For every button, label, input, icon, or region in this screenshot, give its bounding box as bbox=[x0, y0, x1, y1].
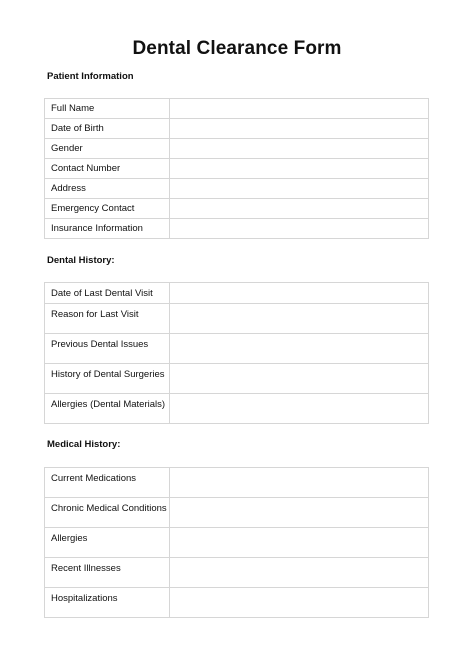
hospitalizations-field[interactable] bbox=[170, 588, 429, 618]
field-label-gender: Gender bbox=[45, 139, 170, 159]
reason-for-last-visit-field[interactable] bbox=[170, 304, 429, 334]
allergies-field[interactable] bbox=[170, 528, 429, 558]
table-row bbox=[45, 468, 429, 498]
table-row bbox=[45, 119, 429, 139]
field-label-emergency-contact: Emergency Contact bbox=[45, 199, 170, 219]
field-label-hospitalizations: Hospitalizations bbox=[45, 588, 170, 618]
field-label-current-medications: Current Medications bbox=[45, 468, 170, 498]
dental-history-table bbox=[44, 282, 429, 424]
emergency-contact-field[interactable] bbox=[170, 199, 429, 219]
field-label-history-of-dental-surgeries: History of Dental Surgeries bbox=[45, 364, 170, 394]
chronic-medical-conditions-field[interactable] bbox=[170, 498, 429, 528]
section-heading-medical-history: Medical History: bbox=[47, 439, 121, 450]
date-of-birth-field[interactable] bbox=[170, 119, 429, 139]
table-row bbox=[45, 304, 429, 334]
date-of-last-dental-visit-field[interactable] bbox=[170, 283, 429, 304]
table-row bbox=[45, 334, 429, 364]
table-row bbox=[45, 558, 429, 588]
section-heading-patient-information: Patient Information bbox=[47, 71, 134, 82]
table-row bbox=[45, 219, 429, 239]
field-label-date-of-birth: Date of Birth bbox=[45, 119, 170, 139]
table-row bbox=[45, 179, 429, 199]
address-field[interactable] bbox=[170, 179, 429, 199]
table-row bbox=[45, 498, 429, 528]
insurance-information-field[interactable] bbox=[170, 219, 429, 239]
field-label-date-of-last-dental-visit: Date of Last Dental Visit bbox=[45, 283, 170, 304]
patient-information-table bbox=[44, 98, 429, 239]
history-of-dental-surgeries-field[interactable] bbox=[170, 364, 429, 394]
contact-number-field[interactable] bbox=[170, 159, 429, 179]
table-row bbox=[45, 364, 429, 394]
table-row bbox=[45, 588, 429, 618]
previous-dental-issues-field[interactable] bbox=[170, 334, 429, 364]
table-row bbox=[45, 528, 429, 558]
field-label-previous-dental-issues: Previous Dental Issues bbox=[45, 334, 170, 364]
page-title: Dental Clearance Form bbox=[132, 38, 342, 59]
current-medications-field[interactable] bbox=[170, 468, 429, 498]
section-heading-dental-history: Dental History: bbox=[47, 255, 115, 266]
table-row bbox=[45, 99, 429, 119]
table-row bbox=[45, 139, 429, 159]
field-label-full-name: Full Name bbox=[45, 99, 170, 119]
medical-history-table bbox=[44, 467, 429, 618]
table-row bbox=[45, 159, 429, 179]
full-name-field[interactable] bbox=[170, 99, 429, 119]
gender-field[interactable] bbox=[170, 139, 429, 159]
field-label-contact-number: Contact Number bbox=[45, 159, 170, 179]
allergies-dental-materials-field[interactable] bbox=[170, 394, 429, 424]
table-row bbox=[45, 283, 429, 304]
field-label-recent-illnesses: Recent Illnesses bbox=[45, 558, 170, 588]
field-label-reason-for-last-visit: Reason for Last Visit bbox=[45, 304, 170, 334]
recent-illnesses-field[interactable] bbox=[170, 558, 429, 588]
table-row bbox=[45, 394, 429, 424]
field-label-address: Address bbox=[45, 179, 170, 199]
field-label-allergies: Allergies bbox=[45, 528, 170, 558]
table-row bbox=[45, 199, 429, 219]
field-label-chronic-medical-conditions: Chronic Medical Conditions bbox=[45, 498, 170, 528]
field-label-insurance-information: Insurance Information bbox=[45, 219, 170, 239]
field-label-allergies-dental-materials: Allergies (Dental Materials) bbox=[45, 394, 170, 424]
